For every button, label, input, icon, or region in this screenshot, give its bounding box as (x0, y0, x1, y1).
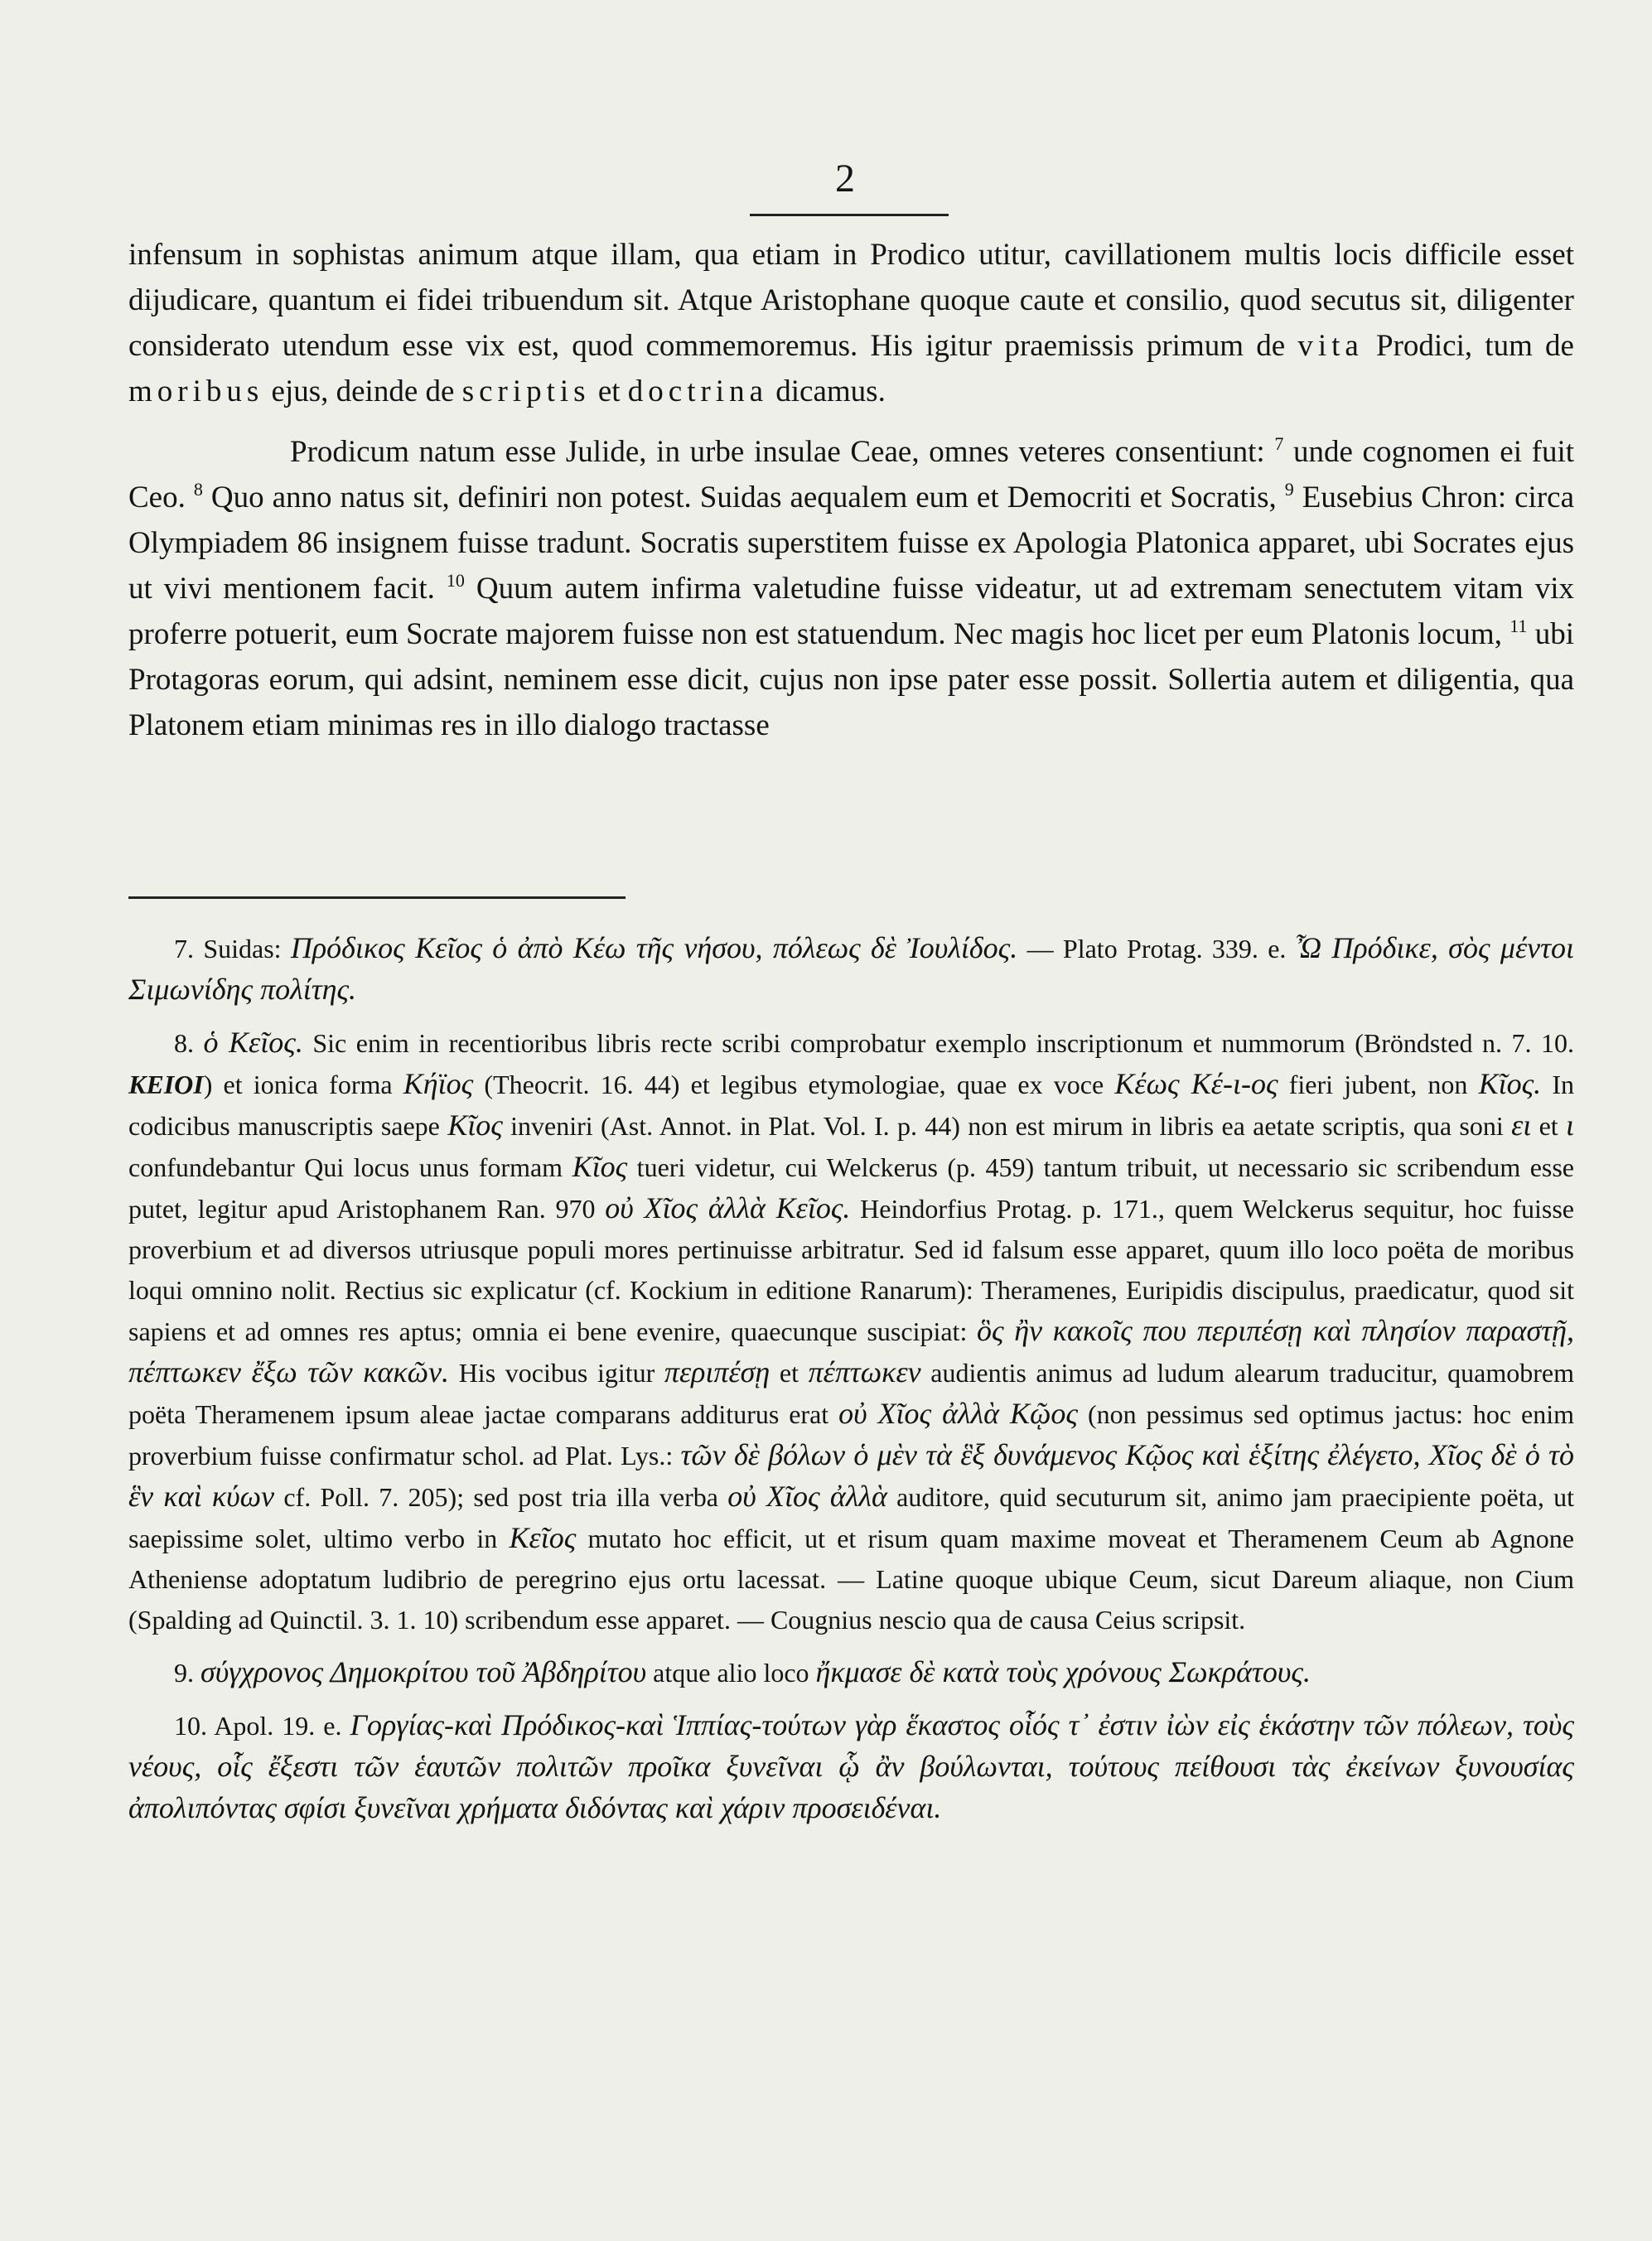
paragraph-2: Prodicum natum esse Julide, in urbe insulae Ceae, omnes veteres consentiunt: $^7$ unde cognomen ei fuit Ceo. $^8$ Quo anno natus sit, definiri non potest. Suidas aequalem eum et Democriti et Socratis, $^9$ Eusebius Chron: circa Olympiadem 86 insignem fuisse tradunt. Socratis superstitem fuisse ex Apologia Platonica apparet, ubi Socrates ejus ut vivi mentionem facit. $^{10}$ Quum autem infirma valetudine fuisse videatur, ut ad extremam senectutem vitam vix proferre potuerit, eum Socrate majorem fuisse non est statuendum. Nec magis hoc licet per eum Platonis locum, $^{11}$ ubi Protagoras eorum, qui adsint, neminem esse dicit, cujus non ipse pater esse possit. Sollertia autem et diligentia, qua Platonem etiam minimas res in illo dialogo tractasse (128, 433, 1575, 742)
footnote-9: 9. σύγχρονος Δημοκρίτου τοῦ Ἀβδηρίτου atque alio loco ἤκμασε δὲ κατὰ τοὺς χρόνους Σωκράτους. (174, 1655, 1311, 1688)
footnote-ref-7[interactable]: 7 (1274, 433, 1284, 454)
spaced-word-vita: vita (1297, 329, 1364, 363)
footnote-7: 7. Suidas: Πρόδικος Κεῖος ὁ ἀπὸ Κέω τῆς νήσου, πόλεως δὲ Ἰουλίδος. — Plato Protag. 339. e. Ὦ Πρόδικε, σὸς μέντοι Σιμωνίδης πολίτης. (128, 931, 1574, 1006)
footnote-8: 8. ὁ Κεῖος. Sic enim in recentioribus libris recte scribi comprobatur exemplo inscriptionum et nummorum (Bröndsted n. 7. 10. ΚΕΙΟΙ) et ionica forma Κήϊος (Theocrit. 16. 44) et legibus etymologiae, quae ex voce Κέως Κέ-ι-ος fieri jubent, non Κῖος. In codicibus manuscriptis saepe Κῖος inveniri (Ast. Annot. in Plat. Vol. I. p. 44) non est mirum in libris ea aetate scriptis, qua soni ει et ι confundebantur Qui locus unus formam Κῖος tueri videtur, cui Welckerus (p. 459) tantum tribuit, ut necessario sic scribendum esse putet, legitur apud Aristophanem Ran. 970 οὐ Χῖος ἀλλὰ Κεῖος. Heindorfius Protag. p. 171., quem Welckerus sequitur, hoc fuisse proverbium et ad diversos utriusque populi mores pertinuisse arbitratur. Sed id falsum esse apparet, quum illo loco poëta de moribus loqui omnino nolit. Rectius sic explicatur (cf. Kockium in editione Ranarum): Theramenes, Euripidis discipulus, praedicatur, quod sit sapiens et ad omnes res aptus; omnia ei bene evenire, quaecunque suscipiat: ὃς ἢν κακοῖς που περιπέσῃ καὶ πλησίον παραστῇ, πέπτωκεν ἔξω τῶν κακῶν. His vocibus igitur περιπέσῃ et πέπτωκεν audientis animus ad ludum alearum traducitur, quamobrem poëta Theramenem ipsum aleae jactae comparans additurus erat οὐ Χῖος ἀλλὰ Κῷος (non pessimus sed optimus jactus: hoc enim proverbium fuisse confirmatur schol. ad Plat. Lys.: τῶν δὲ βόλων ὁ μὲν τὰ ἓξ δυνάμενος Κῷος καὶ ἑξίτης ἐλέγετο, Χῖος δὲ ὁ τὸ ἓν καὶ κύων cf. Poll. 7. 205); sed post tria illa verba οὐ Χῖος ἀλλὰ auditore, quid secuturum sit, animo jam praecipiente poëta, ut saepissime solet, ultimo verbo in Κεῖος mutato hoc efficit, ut et risum quam maxime moveat et Theramenem Ceum ab Agnone Atheniense adoptatum ludibrio de peregrino ejus ortu lacessat. — Latine quoque ubique Ceum, sicut Dareum aliaque, non Cium (Spalding ad Quinctil. 3. 1. 10) scribendum esse apparet. — Cougnius nescio qua de causa Ceius scripsit. (128, 1026, 1575, 1635)
footnotes-rule (128, 896, 626, 899)
spaced-word-moribus: moribus (128, 374, 264, 408)
footnote-ref-10[interactable]: 10 (446, 570, 465, 591)
spaced-word-doctrina: doctrina (627, 374, 769, 408)
page-number-rule (750, 214, 949, 216)
paragraph-1: infensum in sophistas animum atque illam, qua etiam in Prodico utitur, cavillationem multis locis difficile esset dijudicare, quantum ei fidei tribuendum sit. Atque Aristophane quoque caute et consilio, quod secutus sit, diligenter considerato utendum esse vix est, quod commemoremus. His igitur praemissis primum de vita Prodici, tum de moribus ejus, deinde de scriptis et doctrina dicamus. (128, 238, 1574, 408)
main-text (128, 232, 1574, 748)
footnote-ref-9[interactable]: 9 (1284, 479, 1294, 500)
footnote-10: 10. Apol. 19. e. Γοργίας-καὶ Πρόδικος-καὶ Ἱππίας-τούτων γὰρ ἕκαστος οἷός τ᾽ ἐστιν ἰὼν εἰς ἑκάστην τῶν πόλεων, τοὺς νέους, οἷς ἔξεστι τῶν ἑαυτῶν πολιτῶν προῖκα ξυνεῖναι ᾧ ἂν βούλωνται, τούτους πείθουσι τὰς ἐκείνων ξυνουσίας ἀπολιπόντας σφίσι ξυνεῖναι χρήματα διδόντας καὶ χάριν προσειδέναι. (128, 1708, 1574, 1824)
footnote-ref-8[interactable]: 8 (193, 479, 203, 500)
spaced-word-scriptis: scriptis (461, 374, 591, 408)
footnotes (128, 928, 1574, 1841)
page-number: 2 (835, 157, 855, 200)
footnote-ref-11[interactable]: 11 (1510, 616, 1528, 636)
